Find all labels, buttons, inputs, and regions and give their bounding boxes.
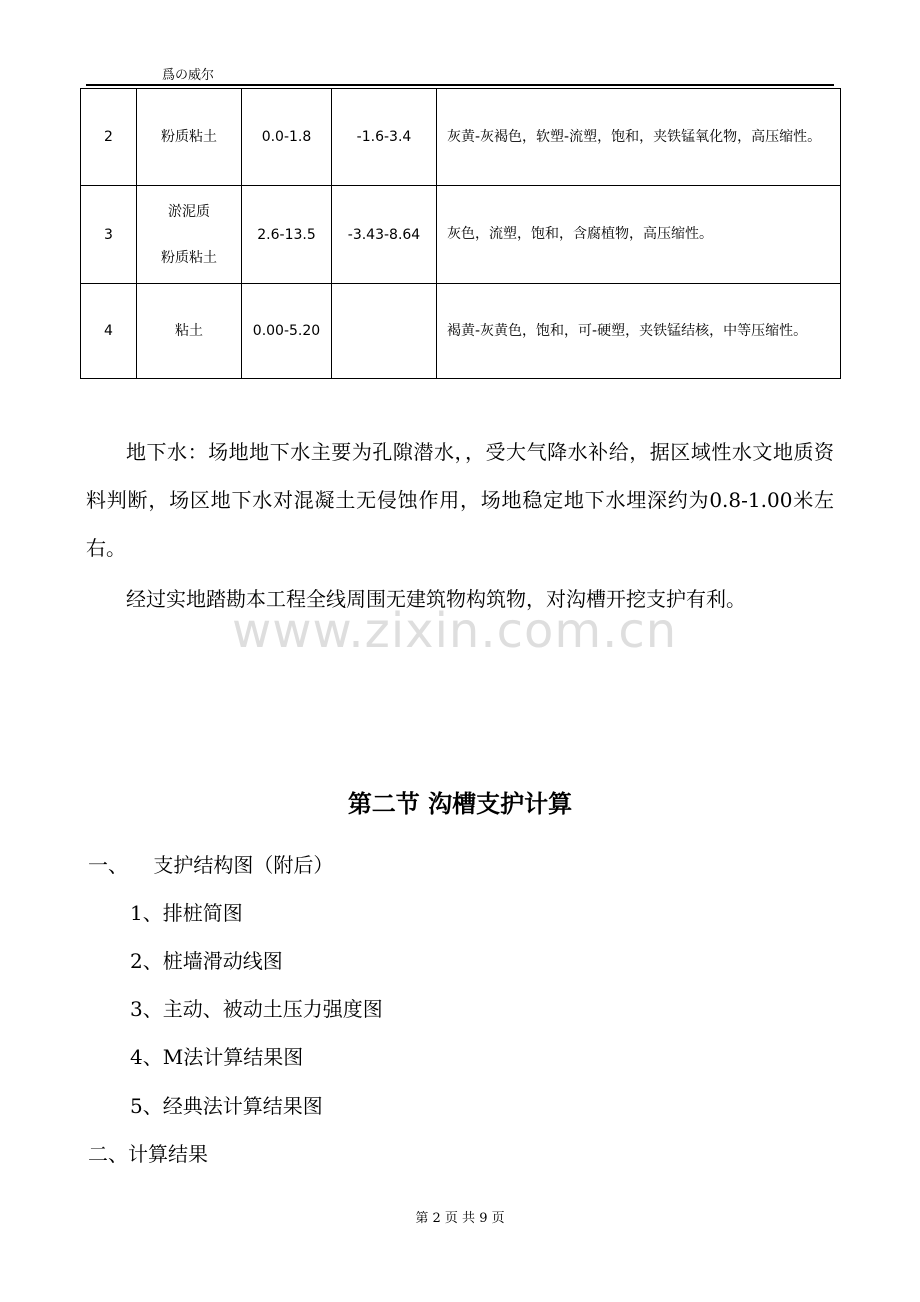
soil-name [137,89,242,186]
soil-name-line: 粉质粘土 [161,129,217,145]
table-row [81,284,841,379]
soil-name-line: 粉质粘土 [161,249,217,266]
list-heading-1: 一、 支护结构图（附后） [88,853,334,877]
thickness-range: 0.0-1.8 [242,89,332,186]
layer-number: 2 [81,89,137,186]
layer-number: 4 [81,284,137,379]
soil-name [137,284,242,379]
header-text: 爲の威尔 [162,68,215,83]
list-item: 3、主动、被动土压力强度图 [130,997,383,1021]
thickness-range: 2.6-13.5 [242,186,332,284]
soil-name-line: 粘土 [175,323,203,339]
layer-number: 3 [81,186,137,284]
groundwater-paragraph: 地下水：场地地下水主要为孔隙潜水，，受大气降水补给，据区域性水文地质资料判断，场区地下水对混凝土无侵蚀作用，场地稳定地下水埋深约为0.8-1.00米左右。 [86,440,834,560]
table-row [81,89,841,186]
soil-description: 灰色，流塑，饱和，含腐植物，高压缩性。 [437,186,841,284]
soil-description: 褐黄-灰黄色，饱和，可-硬塑，夹铁锰结核，中等压缩性。 [437,284,841,379]
section-title: 第二节 沟槽支护计算 [347,790,573,818]
list-item: 5、经典法计算结果图 [130,1094,323,1118]
soil-description: 灰黄-灰褐色，软塑-流塑，饱和，夹铁锰氧化物，高压缩性。 [437,89,841,186]
list-item: 2、桩墙滑动线图 [130,949,283,973]
list-heading-2: 二、计算结果 [88,1142,208,1166]
elevation-range: -1.6-3.4 [332,89,437,186]
header-rule [86,84,834,86]
elevation-range [332,284,437,379]
page-footer: 第 2 页 共 9 页 [415,1211,505,1226]
list-item: 4、M法计算结果图 [130,1045,304,1069]
survey-paragraph: 经过实地踏勘本工程全线周围无建筑物构筑物，对沟槽开挖支护有利。 [126,587,746,611]
thickness-range: 0.00-5.20 [242,284,332,379]
table-row [81,186,841,284]
soil-name-line: 淤泥质 [168,203,210,220]
elevation-range: -3.43-8.64 [332,186,437,284]
list-item: 1、排桩简图 [130,901,243,925]
soil-layer-table [80,88,841,379]
soil-name [137,186,242,284]
watermark: www.zixin.com.cn [232,603,678,659]
